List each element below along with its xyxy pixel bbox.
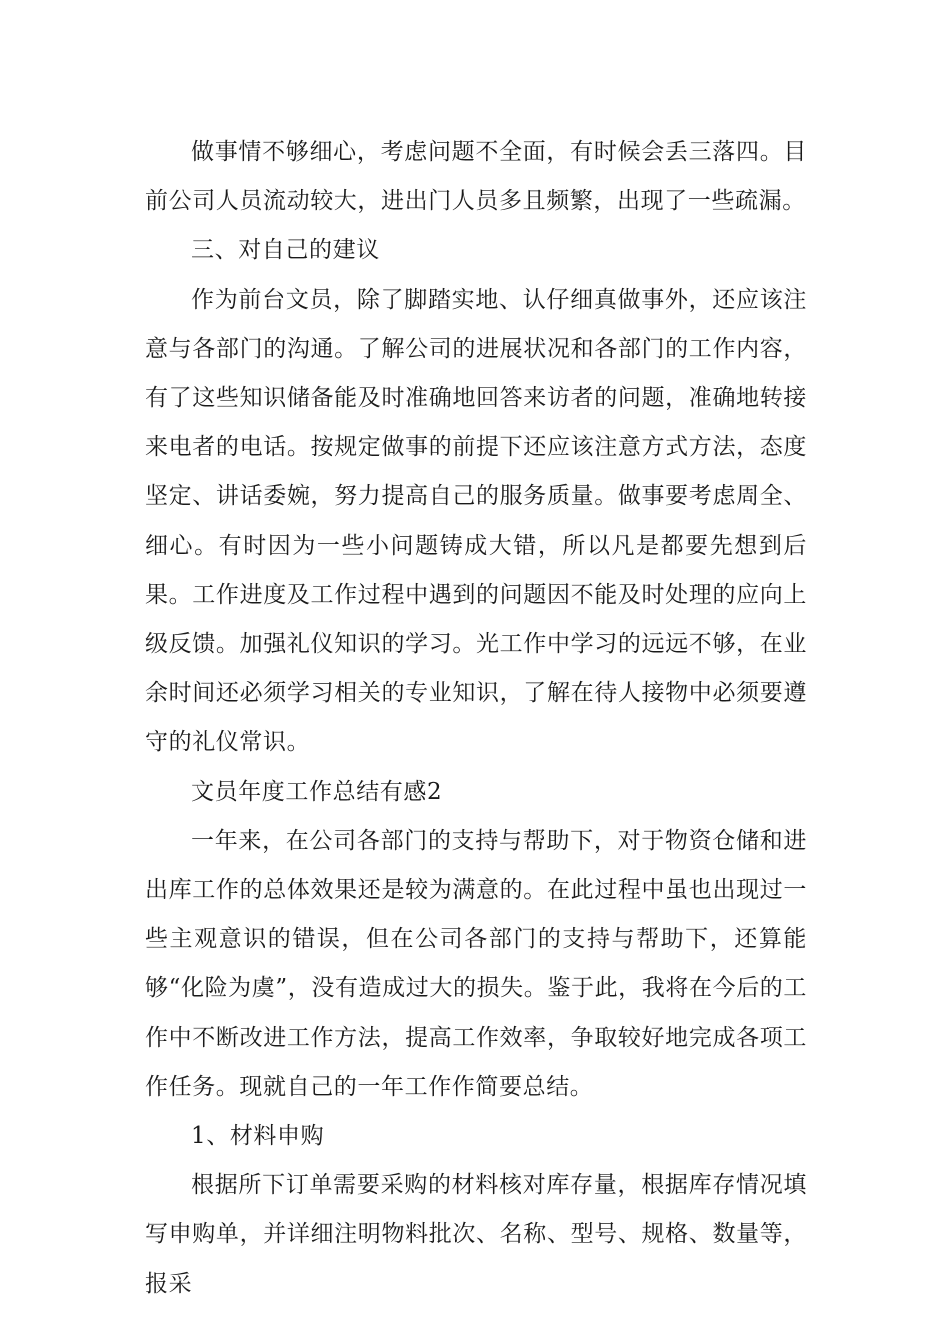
section-heading-suggestions: 三、对自己的建议: [191, 237, 380, 264]
paragraph-suggestions: 作为前台文员，除了脚踏实地、认仔细真做事外，还应该注意与各部门的沟通。了解公司的进展状况和各部门的工作内容，有了这些知识储备能及时准确地回答来访者的问题，准确地转接来电者的电话。按规定做事的前提下还应该注意方式方法，态度坚定、讲话委婉，努力提高自己的服务质量。做事要考虑周全、细心。有时因为一些小问题铸成大错，所以凡是都要先想到后果。工作进度及工作过程中遇到的问题因不能及时处理的应向上级反馈。加强礼仪知识的学习。光工作中学习的远远不够，在业余时间还必须学习相关的专业知识，了解在待人接物中必须要遵守的礼仪常识。: [145, 286, 807, 756]
paragraph-annual-summary: 一年来，在公司各部门的支持与帮助下，对于物资仓储和进出库工作的总体效果还是较为满意的。在此过程中虽也出现过一些主观意识的错误，但在公司各部门的支持与帮助下，还算能够“化险为虞”，没有造成过大的损失。鉴于此，我将在今后的工作中不断改进工作方法，提高工作效率，争取较好地完成各项工作任务。现就自己的一年工作作简要总结。: [145, 827, 807, 1100]
article-title-2: 文员年度工作总结有感2: [191, 778, 443, 805]
paragraph-carelessness: 做事情不够细心，考虑问题不全面，有时候会丢三落四。目前公司人员流动较大，进出门人员多且频繁，出现了一些疏漏。: [145, 139, 807, 215]
section-heading-material-purchase: 1、材料申购: [191, 1123, 325, 1150]
paragraph-material-purchase: 根据所下订单需要采购的材料核对库存量，根据库存情况填写申购单，并详细注明物料批次、名称、型号、规格、数量等，报采: [145, 1172, 807, 1297]
document-body: [145, 128, 807, 1309]
